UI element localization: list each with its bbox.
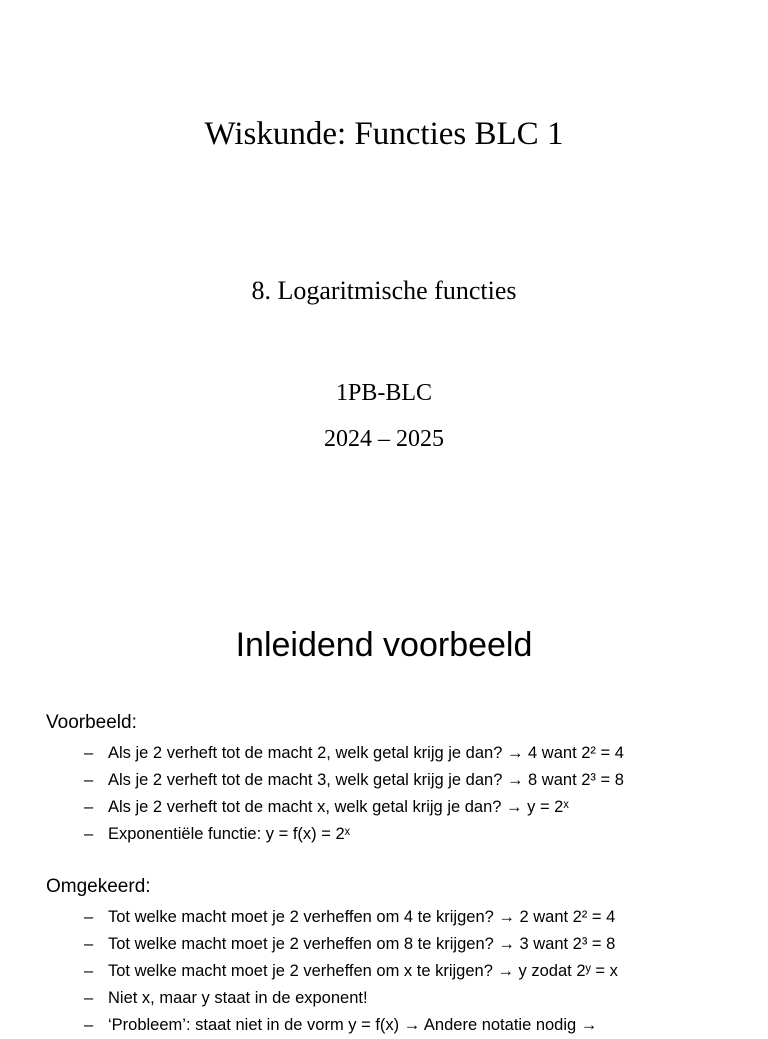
dash-bullet: – xyxy=(84,771,94,789)
list-item: – ‘Probleem’: staat niet in de vorm y = f(x) → Andere notatie nodig → xyxy=(84,1012,764,1024)
school-year: 2024 – 2025 xyxy=(324,426,444,452)
dash-bullet: – xyxy=(84,798,94,816)
dash-bullet: – xyxy=(84,1016,94,1034)
list-item: – Tot welke macht moet je 2 verheffen om 4 te krijgen? → 2 want 2² = 4 xyxy=(84,904,764,931)
list-item: – Als je 2 verheft tot de macht x, welk getal krijg je dan? → y = 2ˣ xyxy=(84,794,764,821)
voorbeeld-list xyxy=(84,740,764,848)
list-item: – Tot welke macht moet je 2 verheffen om x te krijgen? → y zodat 2ʸ = x xyxy=(84,958,764,985)
slide-title: Inleidend voorbeeld xyxy=(235,626,533,664)
omgekeerd-list xyxy=(84,904,764,1034)
dash-bullet: – xyxy=(84,908,94,926)
list-item: – Niet x, maar y staat in de exponent! xyxy=(84,985,764,1012)
list-item: – Tot welke macht moet je 2 verheffen om 8 te krijgen? → 3 want 2³ = 8 xyxy=(84,931,764,958)
chapter-title: 8. Logaritmische functies xyxy=(251,276,517,305)
dash-bullet: – xyxy=(84,989,94,1007)
dash-bullet: – xyxy=(84,825,94,843)
voorbeeld-heading: Voorbeeld: xyxy=(46,712,137,733)
list-item: – Als je 2 verheft tot de macht 2, welk getal krijg je dan? → 4 want 2² = 4 xyxy=(84,740,764,767)
dash-bullet: – xyxy=(84,962,94,980)
list-item: – Als je 2 verheft tot de macht 3, welk getal krijg je dan? → 8 want 2³ = 8 xyxy=(84,767,764,794)
omgekeerd-heading: Omgekeerd: xyxy=(46,876,151,897)
document-title: Wiskunde: Functies BLC 1 xyxy=(204,116,564,152)
list-item: – Exponentiële functie: y = f(x) = 2ˣ xyxy=(84,821,764,848)
class-label: 1PB-BLC xyxy=(335,380,433,406)
dash-bullet: – xyxy=(84,744,94,762)
dash-bullet: – xyxy=(84,935,94,953)
